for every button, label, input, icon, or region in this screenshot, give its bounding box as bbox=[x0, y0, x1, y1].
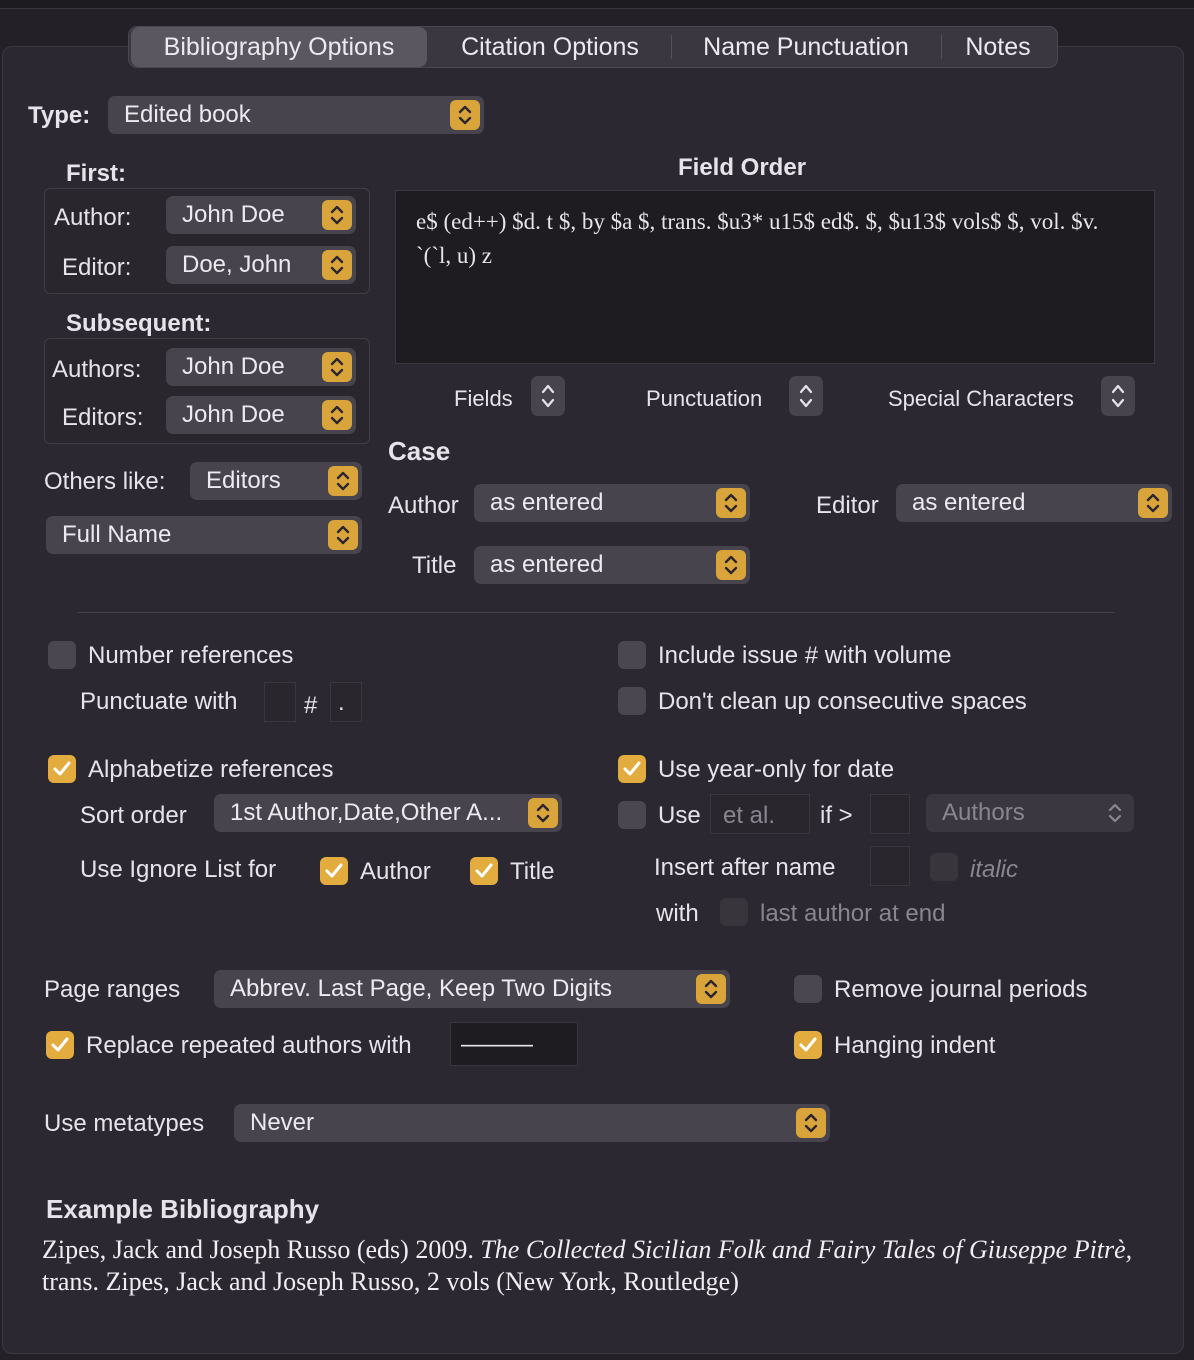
type-label: Type: bbox=[28, 102, 91, 129]
page-ranges-popup[interactable] bbox=[214, 970, 730, 1008]
tab-bar bbox=[128, 26, 1058, 68]
replace-with-value: ——— bbox=[461, 1031, 533, 1058]
year-only-label: Use year-only for date bbox=[658, 756, 895, 783]
etal-authors-popup[interactable] bbox=[926, 794, 1134, 832]
first-editor-label: Editor: bbox=[62, 254, 132, 281]
number-references-label: Number references bbox=[88, 642, 294, 669]
chevron-updown-icon bbox=[1100, 798, 1130, 828]
tab-bibliography-options[interactable]: Bibliography Options bbox=[131, 27, 427, 67]
case-heading: Case bbox=[388, 436, 451, 466]
dont-clean-checkbox[interactable] bbox=[618, 687, 646, 715]
punctuation-label: Punctuation bbox=[646, 386, 763, 411]
remove-periods-label: Remove journal periods bbox=[834, 976, 1088, 1003]
etal-count-field[interactable] bbox=[870, 794, 910, 834]
use-label: Use bbox=[658, 802, 701, 829]
chevron-updown-icon bbox=[716, 550, 746, 580]
example-bibliography-heading: Example Bibliography bbox=[46, 1194, 320, 1224]
ignore-title-checkbox[interactable] bbox=[470, 857, 498, 885]
first-author-value: John Doe bbox=[182, 201, 285, 228]
etal-placeholder: et al. bbox=[723, 802, 776, 829]
dont-clean-label: Don't clean up consecutive spaces bbox=[658, 688, 1027, 715]
ignore-author-checkbox[interactable] bbox=[320, 857, 348, 885]
case-editor-label: Editor bbox=[816, 492, 879, 519]
special-characters-stepper[interactable] bbox=[1101, 376, 1135, 416]
etal-field[interactable] bbox=[710, 794, 810, 834]
case-author-value: as entered bbox=[490, 489, 604, 516]
name-format-value: Full Name bbox=[62, 521, 172, 548]
chevron-updown-icon bbox=[322, 200, 352, 230]
name-format-popup[interactable] bbox=[46, 516, 362, 554]
chevron-updown-icon bbox=[328, 520, 358, 550]
first-heading: First: bbox=[66, 160, 126, 187]
punctuate-with-label: Punctuate with bbox=[80, 688, 238, 715]
punctuate-after-field[interactable] bbox=[330, 682, 362, 722]
example-part2: trans. Zipes, Jack and Joseph Russo, 2 vols (New York, Routledge) bbox=[42, 1267, 739, 1296]
replace-repeated-checkbox[interactable] bbox=[46, 1031, 74, 1059]
subsequent-editors-label: Editors: bbox=[62, 404, 144, 431]
page-ranges-value: Abbrev. Last Page, Keep Two Digits bbox=[230, 975, 612, 1002]
fields-stepper[interactable] bbox=[531, 376, 565, 416]
type-value: Edited book bbox=[124, 101, 251, 128]
punct-symbol: # bbox=[304, 692, 318, 719]
chevron-updown-icon bbox=[696, 974, 726, 1004]
first-editor-value: Doe, John bbox=[182, 251, 292, 278]
insert-after-name-label: Insert after name bbox=[654, 854, 836, 881]
chevron-updown-icon bbox=[322, 250, 352, 280]
hanging-indent-checkbox[interactable] bbox=[794, 1031, 822, 1059]
include-issue-label: Include issue # with volume bbox=[658, 642, 952, 669]
ignore-author-label: Author bbox=[360, 858, 431, 885]
others-like-label: Others like: bbox=[44, 468, 166, 495]
case-author-popup[interactable] bbox=[474, 484, 750, 522]
alphabetize-label: Alphabetize references bbox=[88, 756, 334, 783]
tab-name-punctuation[interactable]: Name Punctuation bbox=[703, 33, 909, 61]
if-greater-label: if > bbox=[820, 802, 853, 829]
ignore-list-label: Use Ignore List for bbox=[80, 856, 277, 883]
case-author-label: Author bbox=[388, 492, 459, 519]
others-like-value: Editors bbox=[206, 467, 281, 494]
metatypes-popup[interactable] bbox=[234, 1104, 830, 1142]
tab-notes[interactable]: Notes bbox=[965, 33, 1031, 61]
subsequent-editors-popup[interactable] bbox=[166, 396, 356, 434]
hanging-indent-label: Hanging indent bbox=[834, 1032, 996, 1059]
field-order-textarea[interactable] bbox=[395, 190, 1155, 364]
italic-label: italic bbox=[970, 856, 1019, 883]
subsequent-authors-popup[interactable] bbox=[166, 348, 356, 386]
chevron-updown-icon bbox=[322, 352, 352, 382]
subsequent-editors-value: John Doe bbox=[182, 401, 285, 428]
last-author-label: last author at end bbox=[760, 900, 946, 927]
chevron-updown-icon bbox=[528, 798, 558, 828]
punct-after-value: . bbox=[338, 689, 345, 716]
chevron-updown-icon bbox=[716, 488, 746, 518]
number-references-checkbox[interactable] bbox=[48, 641, 76, 669]
italic-checkbox[interactable] bbox=[930, 853, 958, 881]
punctuate-before-field[interactable] bbox=[264, 682, 296, 722]
chevron-updown-icon bbox=[328, 466, 358, 496]
sort-order-popup[interactable] bbox=[214, 794, 562, 832]
chevron-updown-icon bbox=[796, 1108, 826, 1138]
ignore-title-label: Title bbox=[510, 858, 555, 885]
chevron-updown-icon bbox=[450, 100, 480, 130]
metatypes-label: Use metatypes bbox=[44, 1110, 205, 1137]
chevron-updown-icon bbox=[322, 400, 352, 430]
example-title: The Collected Sicilian Folk and Fairy Tales of Giuseppe Pitrè, bbox=[480, 1235, 1133, 1264]
others-like-popup[interactable] bbox=[190, 462, 362, 500]
first-author-popup[interactable] bbox=[166, 196, 356, 234]
case-editor-popup[interactable] bbox=[896, 484, 1172, 522]
page-ranges-label: Page ranges bbox=[44, 976, 181, 1003]
first-editor-popup[interactable] bbox=[166, 246, 356, 284]
special-characters-label: Special Characters bbox=[888, 386, 1074, 411]
example-bibliography-text bbox=[42, 1234, 1172, 1298]
subsequent-heading: Subsequent: bbox=[66, 310, 212, 337]
last-author-checkbox[interactable] bbox=[720, 898, 748, 926]
with-label: with bbox=[656, 900, 699, 927]
subsequent-authors-value: John Doe bbox=[182, 353, 285, 380]
section-divider bbox=[78, 612, 1114, 613]
field-order-text: e$ (ed++) $d. t $, by $a $, trans. $u3* u15$ ed$. $, $u13$ vols$ $, vol. $v. `(`l, u) z bbox=[416, 209, 1099, 268]
tab-citation-options[interactable]: Citation Options bbox=[461, 33, 639, 61]
punctuation-stepper[interactable] bbox=[789, 376, 823, 416]
fields-label: Fields bbox=[454, 386, 513, 411]
remove-periods-checkbox[interactable] bbox=[794, 975, 822, 1003]
etal-authors-value: Authors bbox=[942, 799, 1025, 826]
subsequent-authors-label: Authors: bbox=[52, 356, 142, 383]
example-part1: Zipes, Jack and Joseph Russo (eds) 2009. bbox=[42, 1235, 481, 1264]
chevron-updown-icon bbox=[1138, 488, 1168, 518]
case-editor-value: as entered bbox=[912, 489, 1026, 516]
field-order-heading: Field Order bbox=[678, 154, 807, 181]
sort-order-label: Sort order bbox=[80, 802, 187, 829]
replace-repeated-label: Replace repeated authors with bbox=[86, 1032, 412, 1059]
year-only-checkbox[interactable] bbox=[618, 755, 646, 783]
case-title-popup[interactable] bbox=[474, 546, 750, 584]
window-top-edge bbox=[0, 0, 1194, 9]
replace-with-field[interactable] bbox=[450, 1022, 578, 1066]
alphabetize-checkbox[interactable] bbox=[48, 755, 76, 783]
first-author-label: Author: bbox=[54, 204, 132, 231]
type-popup[interactable] bbox=[108, 96, 484, 134]
include-issue-checkbox[interactable] bbox=[618, 641, 646, 669]
metatypes-value: Never bbox=[250, 1109, 315, 1136]
use-etal-checkbox[interactable] bbox=[618, 801, 646, 829]
sort-order-value: 1st Author,Date,Other A... bbox=[230, 799, 503, 826]
case-title-value: as entered bbox=[490, 551, 604, 578]
case-title-label: Title bbox=[412, 552, 457, 579]
insert-after-field[interactable] bbox=[870, 846, 910, 886]
